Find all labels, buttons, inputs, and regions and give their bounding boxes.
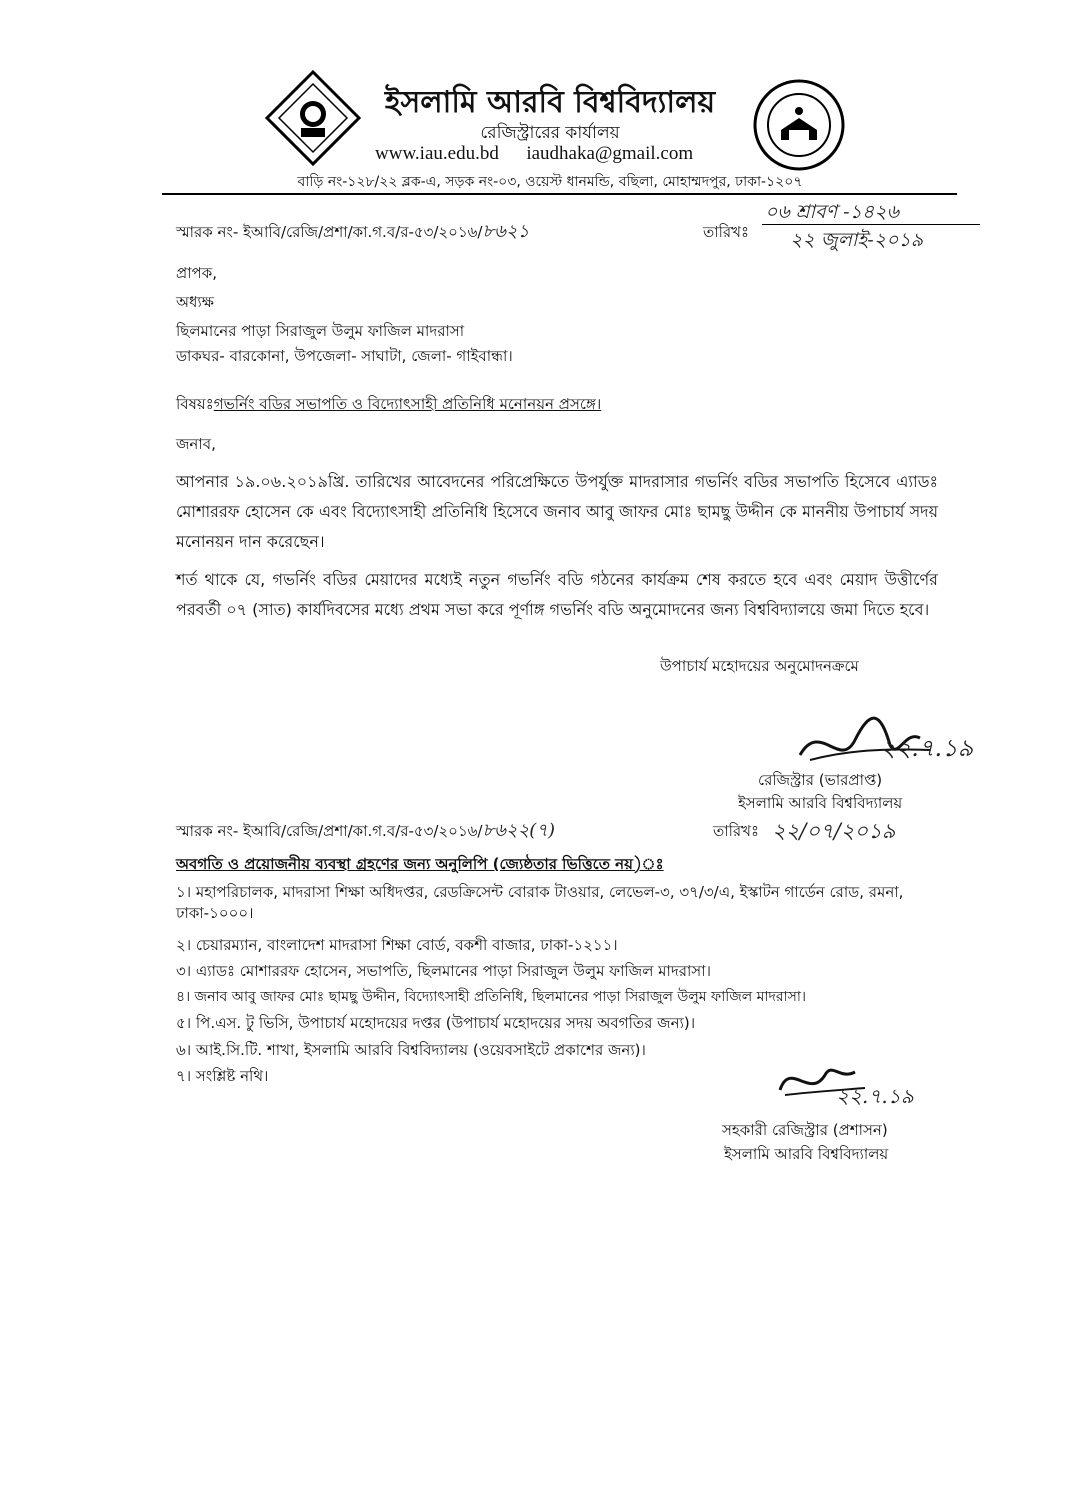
copy-item-3: ৩। এ্যাডঃ মোশাররফ হোসেন, সভাপতি, ছিলমানের পাড়া সিরাজুল উলুম ফাজিল মাদরাসা। [176, 962, 711, 980]
university-logo [265, 70, 361, 166]
body-paragraph-1: আপনার ১৯.০৬.২০১৯খ্রি. তারিখের আবেদনের পরিপ্রেক্ষিতে উপর্যুক্ত মাদরাসার গভর্নিং বডির সভাপতি হিসেবে এ্যাডঃ মোশাররফ হোসেন কে এবং বিদ্যোৎসাহী প্রতিনিধি হিসেবে জনাব আবু জাফর মোঃ ছামছু উদ্দীন কে মাননীয় উপাচার্য সদয় মনোনয়ন দান করেছেন। [176, 472, 938, 551]
signature1-institution: ইসলামি আরবি বিশ্ববিদ্যালয় [738, 794, 903, 812]
signature2-institution: ইসলামি আরবি বিশ্ববিদ্যালয় [724, 1145, 889, 1163]
copy-item-5: ৫। পি.এস. টু ভিসি, উপাচার্য মহোদয়ের দপ্তর (উপাচার্য মহোদয়ের সদয় অবগতির জন্য)। [176, 1014, 696, 1032]
office-address: বাড়ি নং-১২৮/২২ ব্লক-এ, সড়ক নং-০৩, ওয়েস্ট ধানমন্ডি, বছিলা, মোহাম্মদপুর, ঢাকা-১২০৭ [297, 174, 803, 190]
copy-item-1: ১। মহাপরিচালক, মাদরাসা শিক্ষা অধিদপ্তর, রেডক্রিসেন্ট বোরাক টাওয়ার, লেভেল-৩, ৩৭/৩/এ, ইস্কাটন গার্ডেন রোড, রমনা, ঢাকা-১০০০। [176, 883, 904, 922]
approval-note: উপাচার্য মহোদয়ের অনুমোদনক্রমে [660, 657, 859, 675]
signature1-designation: রেজিস্ট্রার (ভারপ্রাপ্ত) [758, 771, 883, 789]
subject-line [176, 393, 601, 415]
memo2-ref-label: স্মারক নং- ইআবি/রেজি/প্রশা/কা.গ.ব/র-৫৩/২০১৬/ [176, 822, 483, 840]
memo-date-label: তারিখঃ [703, 223, 749, 241]
recipient-title: অধ্যক্ষ [176, 293, 214, 311]
memo-ref [176, 221, 529, 243]
recipient-to: প্রাপক, [176, 264, 217, 282]
madrasa-board-seal [752, 78, 846, 172]
subject-label: বিষয়ঃ [176, 395, 214, 413]
recipient-address: ডাকঘর- বারকোনা, উপজেলা- সাঘাটা, জেলা- গাইবান্ধা। [176, 347, 513, 365]
copy-item-2: ২। চেয়ারম্যান, বাংলাদেশ মাদরাসা শিক্ষা বোর্ড, বকশী বাজার, ঢাকা-১২১১। [176, 936, 618, 954]
memo2-ref-handwritten: ৮৬২২(৭) [482, 820, 556, 841]
body-paragraph-2: শর্ত থাকে যে, গভর্নিং বডির মেয়াদের মধ্যেই নতুন গভর্নিং বডি গঠনের কার্যক্রম শেষ করতে হবে এবং মেয়াদ উত্তীর্ণের পরবর্তী ০৭ (সাত) কার্যদিবসের মধ্যে প্রথম সভা করে পূর্ণাঙ্গ গভর্নিং বডি অনুমোদনের জন্য বিশ্ববিদ্যালয়ে জমা দিতে হবে। [176, 570, 938, 619]
copy-item-4: ৪। জনাব আবু জাফর মোঃ ছামছু উদ্দীন, বিদ্যোৎসাহী প্রতিনিধি, ছিলমানের পাড়া সিরাজুল উলুম ফাজিল মাদরাসা। [176, 989, 806, 1005]
memo2-date-handwritten: ২২/০৭/২০১৯ [772, 819, 896, 843]
header-divider [162, 193, 957, 195]
memo2-ref [176, 820, 555, 842]
copies-heading: অবগতি ও প্রয়োজনীয় ব্যবস্থা গ্রহণের জন্য অনুলিপি (জ্যেষ্ঠতার ভিত্তিতে নয়)ঃ [176, 855, 664, 873]
copy-item-7: ৭। সংশ্লিষ্ট নথি। [176, 1067, 269, 1085]
recipient-institution: ছিলমানের পাড়া সিরাজুল উলুম ফাজিল মাদরাসা [176, 322, 465, 340]
signature2-date: ২২.৭.১৯ [836, 1084, 914, 1108]
email-link[interactable]: iaudhaka@gmail.com [526, 143, 694, 164]
memo-date-bangla: ০৬ শ্রাবণ -১৪২৬ [765, 201, 899, 223]
university-name: ইসলামি আরবি বিশ্ববিদ্যালয় [384, 85, 716, 120]
memo-date-english: ২২ জুলাই-২০১৯ [790, 229, 924, 251]
memo-ref-label: স্মারক নং- ইআবি/রেজি/প্রশা/কা.গ.ব/র-৫৩/২০১৬/ [176, 223, 483, 241]
memo2-date-label: তারিখঃ [713, 822, 759, 840]
signature2-designation: সহকারী রেজিস্ট্রার (প্রশাসন) [722, 1121, 888, 1139]
office-name: রেজিস্ট্রারের কার্যালয় [480, 123, 620, 143]
website-link[interactable]: www.iau.edu.bd [375, 143, 499, 164]
signature1-date: ২২.৭.১৯ [880, 734, 974, 762]
subject-text: গভর্নিং বডির সভাপতি ও বিদ্যোৎসাহী প্রতিনিধি মনোনয়ন প্রসঙ্গে। [213, 395, 602, 413]
salutation: জনাব, [176, 435, 216, 453]
date-underline [762, 224, 980, 225]
copy-item-6: ৬। আই.সি.টি. শাখা, ইসলামি আরবি বিশ্ববিদ্যালয় (ওয়েবসাইটে প্রকাশের জন্য)। [176, 1041, 646, 1059]
memo-ref-handwritten: ৮৬২১ [482, 221, 530, 242]
